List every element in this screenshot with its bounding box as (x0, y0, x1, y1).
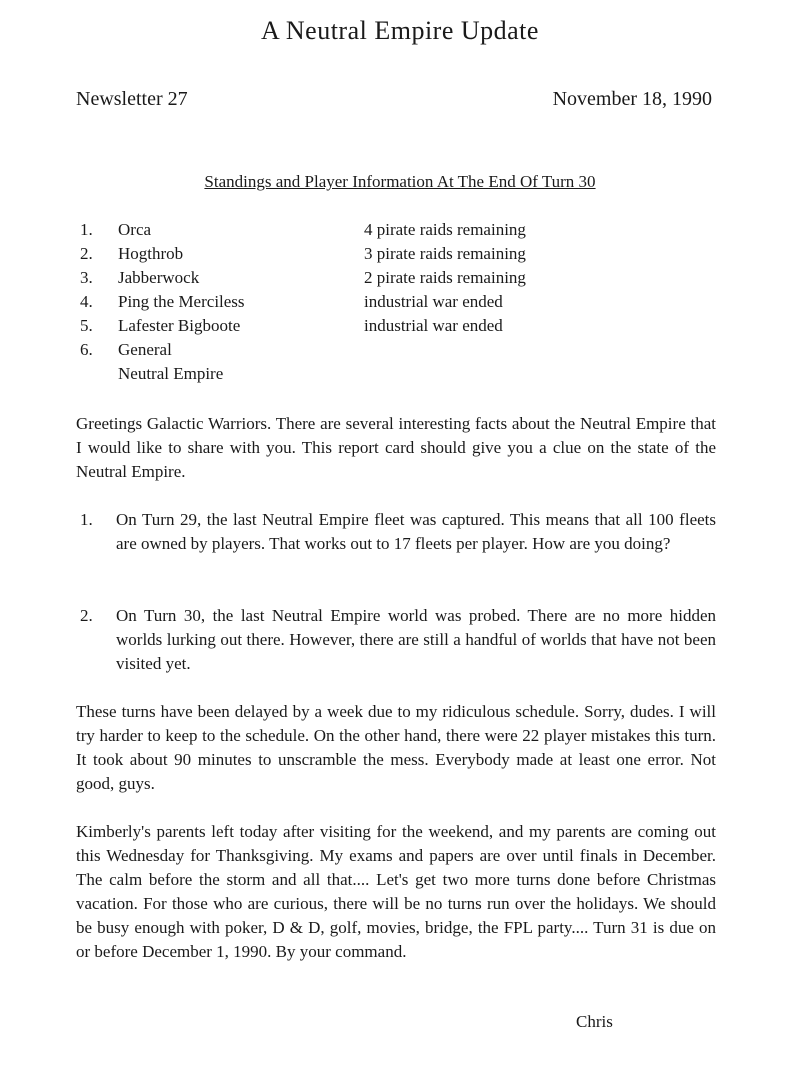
fact-text: On Turn 30, the last Neutral Empire world was probed. There are no more hidden worlds lurking out there. However, there are still a handful of worlds that have not been visited yet. (116, 606, 716, 673)
player-status: industrial war ended (364, 292, 503, 311)
standings-row (80, 314, 720, 338)
player-name: Lafester Bigboote (118, 316, 241, 335)
newsletter-date: November 18, 1990 (552, 88, 712, 110)
fact-item (76, 604, 716, 676)
holidays-paragraph: Kimberly's parents left today after visiting for the weekend, and my parents are coming out this Wednesday for Thanksgiving. My exams and papers are over until finals in December. The calm before the storm and all that.... Let's get two more turns done before Christmas vacation. For those who are curious, there will be no turns run over the holidays. We should be busy enough with poker, D & D, golf, movies, bridge, the FPL party.... Turn 31 is due on or before December 1, 1990. By your command. (76, 822, 716, 961)
player-name: Jabberwock (118, 268, 200, 287)
newsletter-issue: Newsletter 27 (76, 88, 188, 110)
fact-text: On Turn 29, the last Neutral Empire fleet was captured. This means that all 100 fleets are owned by players. That works out to 17 fleets per player. How are you doing? (116, 510, 716, 553)
player-name: Hogthrob (118, 244, 184, 263)
fact-item (76, 508, 716, 556)
player-name-continuation: Neutral Empire (118, 364, 224, 383)
player-status: 4 pirate raids remaining (364, 220, 526, 239)
standings-list (80, 218, 720, 383)
rank-number: 1. (80, 220, 93, 239)
rank-number: 6. (80, 340, 93, 359)
rank-number: 5. (80, 316, 93, 335)
fact-number: 2. (80, 606, 93, 625)
newsletter-title: A Neutral Empire Update (261, 16, 539, 45)
standings-row (80, 338, 720, 383)
player-status: 2 pirate raids remaining (364, 268, 526, 287)
standings-row (80, 218, 720, 242)
rank-number: 4. (80, 292, 93, 311)
standings-row (80, 290, 720, 314)
standings-row (80, 266, 720, 290)
player-status: 3 pirate raids remaining (364, 244, 526, 263)
rank-number: 2. (80, 244, 93, 263)
delay-paragraph: These turns have been delayed by a week due to my ridiculous schedule. Sorry, dudes. I will try harder to keep to the schedule. On the other hand, there were 22 player mistakes this turn. It took about 90 minutes to unscramble the mess. Everybody made at least one error. Not good, guys. (76, 702, 716, 793)
player-name: General (118, 340, 172, 359)
signature: Chris (576, 1012, 613, 1031)
fact-number: 1. (80, 510, 93, 529)
player-name: Orca (118, 220, 152, 239)
standings-row (80, 242, 720, 266)
standings-heading: Standings and Player Information At The End Of Turn 30 (204, 172, 596, 191)
player-name: Ping the Merciless (118, 292, 245, 311)
rank-number: 3. (80, 268, 93, 287)
intro-paragraph: Greetings Galactic Warriors. There are several interesting facts about the Neutral Empire that I would like to share with you. This report card should give you a clue on the state of the Neutral Empire. (76, 414, 716, 481)
player-status: industrial war ended (364, 316, 503, 335)
